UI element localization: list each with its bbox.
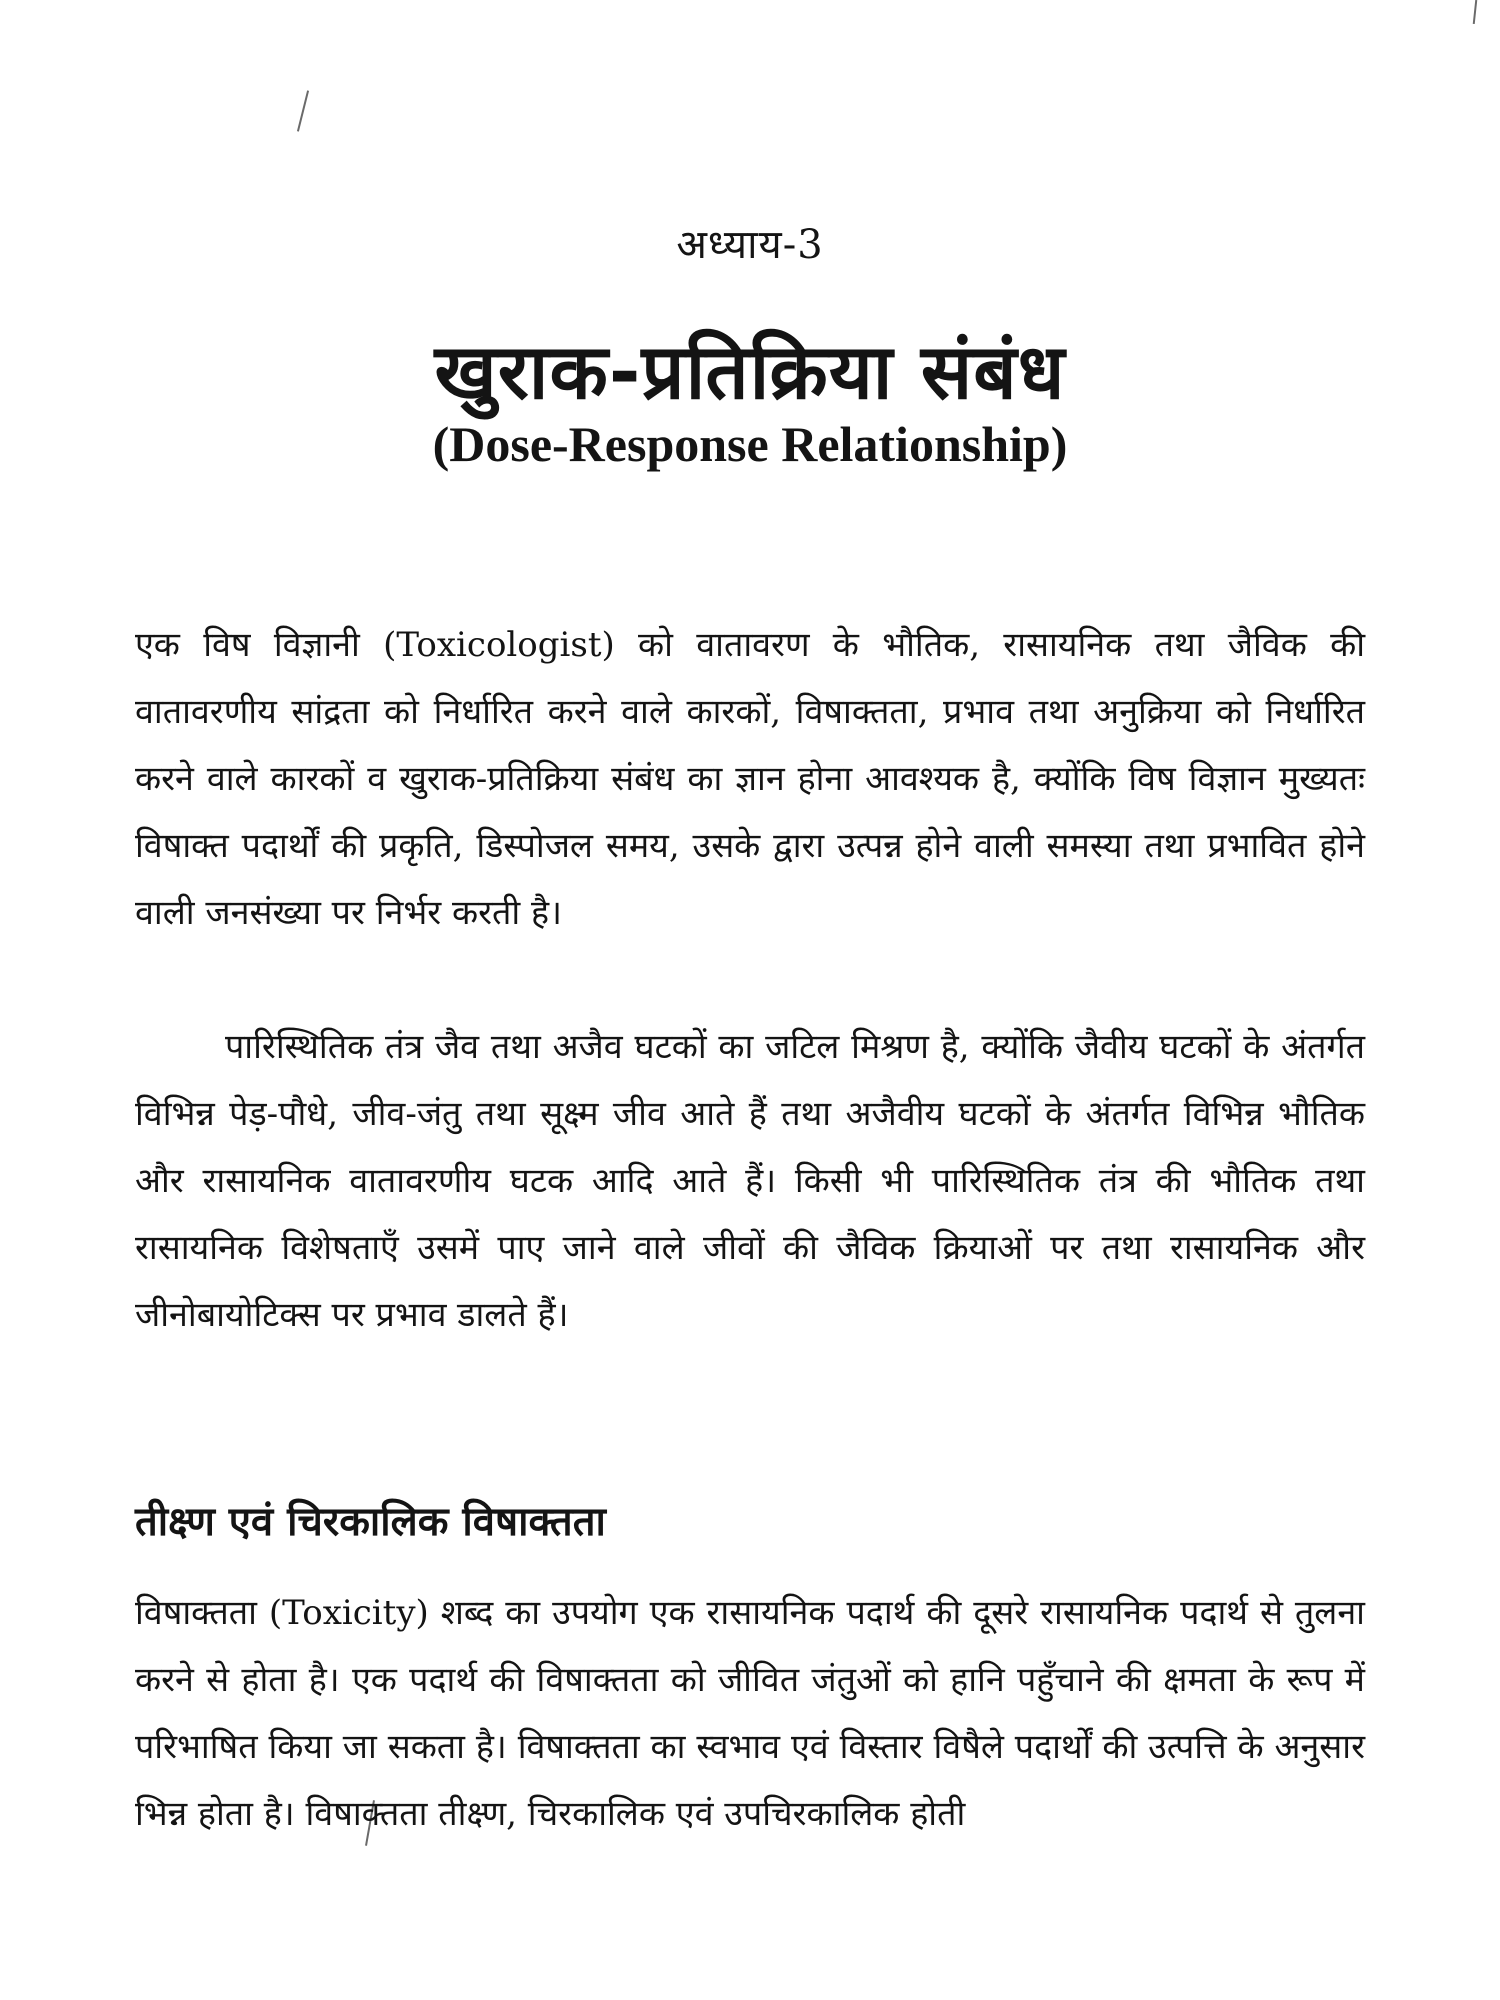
- chapter-number: अध्याय-3: [676, 222, 824, 268]
- body-paragraph: पारिस्थितिक तंत्र जैव तथा अजैव घटकों का जटिल मिश्रण है, क्योंकि जैवीय घटकों के अंतर्गत विभिन्न पेड़-पौधे, जीव-जंतु तथा सूक्ष्म जीव आते हैं तथा अजैवीय घटकों के अंतर्गत विभिन्न भौतिक और रासायनिक वातावरणीय घटक आदि आते हैं। किसी भी पारिस्थितिक तंत्र की भौतिक तथा रासायनिक विशेषताएँ उसमें पाए जाने वाले जीवों की जैविक क्रियाओं पर तथा रासायनिक और जीनोबायोटिक्स पर प्रभाव डालते हैं।: [135, 1027, 1365, 1335]
- scan-mark: [1473, 0, 1477, 24]
- section-heading: तीक्ष्ण एवं चिरकालिक विषाक्तता: [135, 1499, 606, 1545]
- scan-mark: [297, 90, 309, 131]
- body-paragraph: एक विष विज्ञानी (Toxicologist) को वातावरण के भौतिक, रासायनिक तथा जैविक की वातावरणीय सांद्रता को निर्धारित करने वाले कारकों, विषाक्तता, प्रभाव तथा अनुक्रिया को निर्धारित करने वाले कारकों व खुराक-प्रतिक्रिया संबंध का ज्ञान होना आवश्यक है, क्योंकि विष विज्ञान मुख्यतः विषाक्त पदार्थों की प्रकृति, डिस्पोजल समय, उसके द्वारा उत्पन्न होने वाली समस्या तथा प्रभावित होने वाली जनसंख्या पर निर्भर करती है।: [135, 625, 1365, 933]
- chapter-title: खुराक-प्रतिक्रिया संबंध: [434, 327, 1066, 416]
- chapter-subtitle: (Dose-Response Relationship): [432, 416, 1068, 472]
- section-paragraph: विषाक्तता (Toxicity) शब्द का उपयोग एक रासायनिक पदार्थ की दूसरे रासायनिक पदार्थ से तुलना करने से होता है। एक पदार्थ की विषाक्तता को जीवित जंतुओं को हानि पहुँचाने की क्षमता के रूप में परिभाषित किया जा सकता है। विषाक्तता का स्वभाव एवं विस्तार विषैले पदार्थों की उत्पत्ति के अनुसार भिन्न होता है। विषाक्तता तीक्ष्ण, चिरकालिक एवं उपचिरकालिक होती: [135, 1593, 1365, 1834]
